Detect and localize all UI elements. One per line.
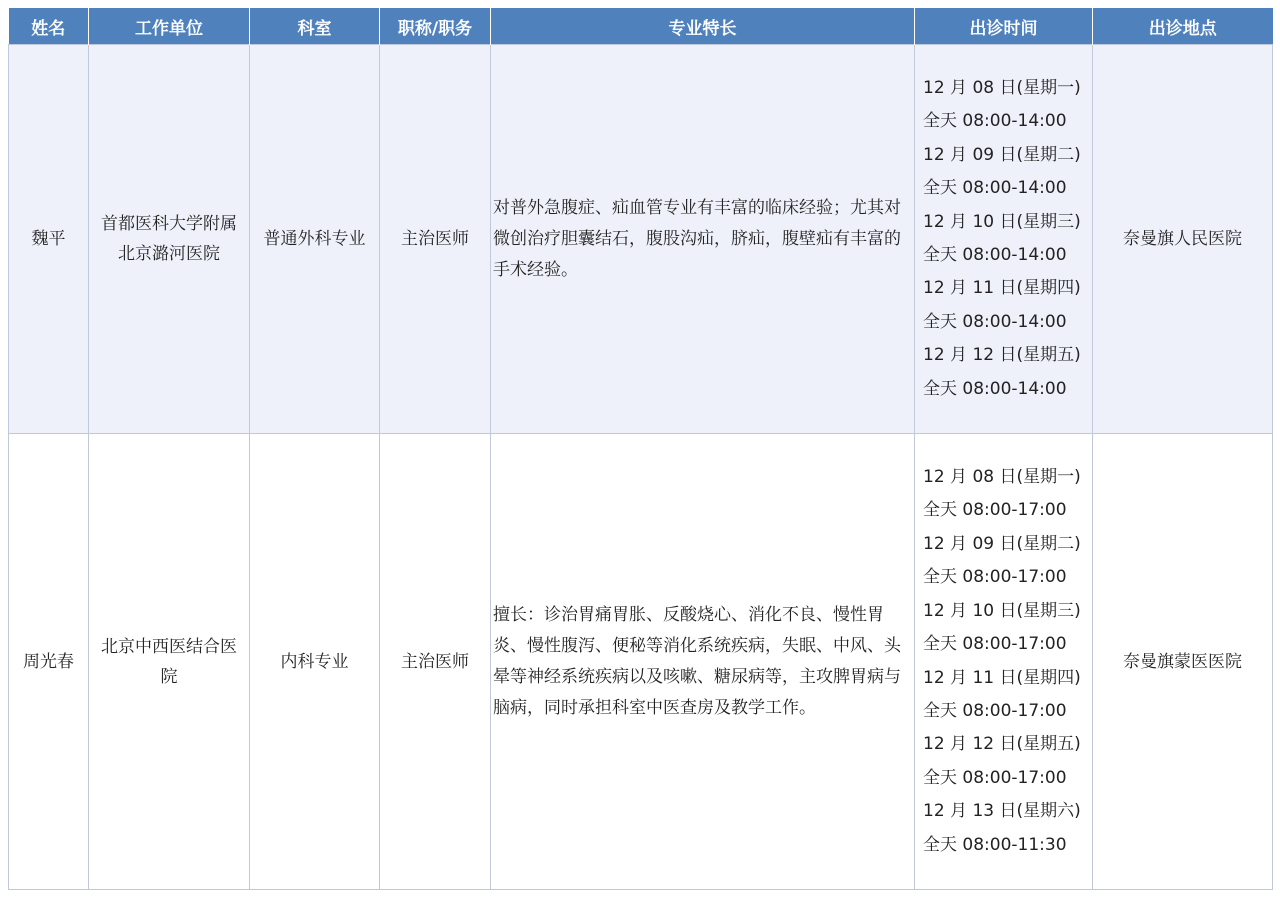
department: 内科专业 [250,434,380,890]
doctor-name: 魏平 [9,45,89,434]
clinic-location: 奈曼旗蒙医医院 [1093,434,1273,890]
schedule-date: 12 月 10 日(星期三) [923,211,1081,232]
schedule-hours: 全天 08:00-17:00 [923,634,1067,655]
clinic-location: 奈曼旗人民医院 [1093,45,1273,434]
schedule-date: 12 月 08 日(星期一) [923,467,1081,488]
specialty: 对普外急腹症、疝血管专业有丰富的临床经验；尤其对微创治疗胆囊结石，腹股沟疝，脐疝，腹壁疝有丰富的手术经验。 [491,45,915,434]
schedule-date: 12 月 09 日(星期二) [923,533,1081,554]
schedule-hours: 全天 08:00-14:00 [923,245,1067,265]
schedule-hours: 全天 08:00-14:00 [923,378,1067,399]
job-title: 主治医师 [380,45,491,434]
schedule-hours: 全天 08:00-14:00 [923,111,1067,132]
table-row [9,434,1273,890]
schedule-table-container [8,8,1273,890]
schedule-hours: 全天 08:00-14:00 [923,311,1067,332]
header-schedule: 出诊时间 [915,8,1093,45]
schedule-hours: 全天 08:00-17:00 [923,500,1067,521]
schedule-hours: 全天 08:00-17:00 [923,567,1067,588]
doctor-schedule-table [8,8,1273,890]
schedule-hours: 全天 08:00-17:00 [923,767,1067,788]
job-title: 主治医师 [380,434,491,890]
schedule-date: 12 月 12 日(星期五) [923,734,1081,755]
schedule-date: 12 月 10 日(星期三) [923,600,1081,621]
schedule-date: 12 月 08 日(星期一) [923,77,1081,98]
schedule-cell [915,434,1093,890]
schedule-date: 12 月 12 日(星期五) [923,345,1081,366]
department: 普通外科专业 [250,45,380,434]
schedule-cell [915,45,1093,434]
schedule-date: 12 月 11 日(星期四) [923,278,1081,299]
table-row [9,45,1273,434]
specialty: 擅长：诊治胃痛胃胀、反酸烧心、消化不良、慢性胃炎、慢性腹泻、便秘等消化系统疾病，失眠、中风、头晕等神经系统疾病以及咳嗽、糖尿病等，主攻脾胃病与脑病，同时承担科室中医查房及教学工作。 [491,434,915,890]
header-specialty: 专业特长 [491,8,915,45]
header-name: 姓名 [9,8,89,45]
doctor-name: 周光春 [9,434,89,890]
schedule-hours: 全天 08:00-14:00 [923,178,1067,199]
schedule-date: 12 月 09 日(星期二) [923,144,1081,165]
schedule-date: 12 月 13 日(星期六) [923,801,1081,822]
header-location: 出诊地点 [1093,8,1273,45]
work-unit: 北京中西医结合医院 [89,434,250,890]
table-header-row [9,8,1273,45]
schedule-date: 12 月 11 日(星期四) [923,667,1081,688]
header-title: 职称/职务 [380,8,491,45]
schedule-hours: 全天 08:00-11:30 [923,834,1067,855]
header-dept: 科室 [250,8,380,45]
schedule-hours: 全天 08:00-17:00 [923,700,1067,721]
work-unit: 首都医科大学附属北京潞河医院 [89,45,250,434]
header-unit: 工作单位 [89,8,250,45]
